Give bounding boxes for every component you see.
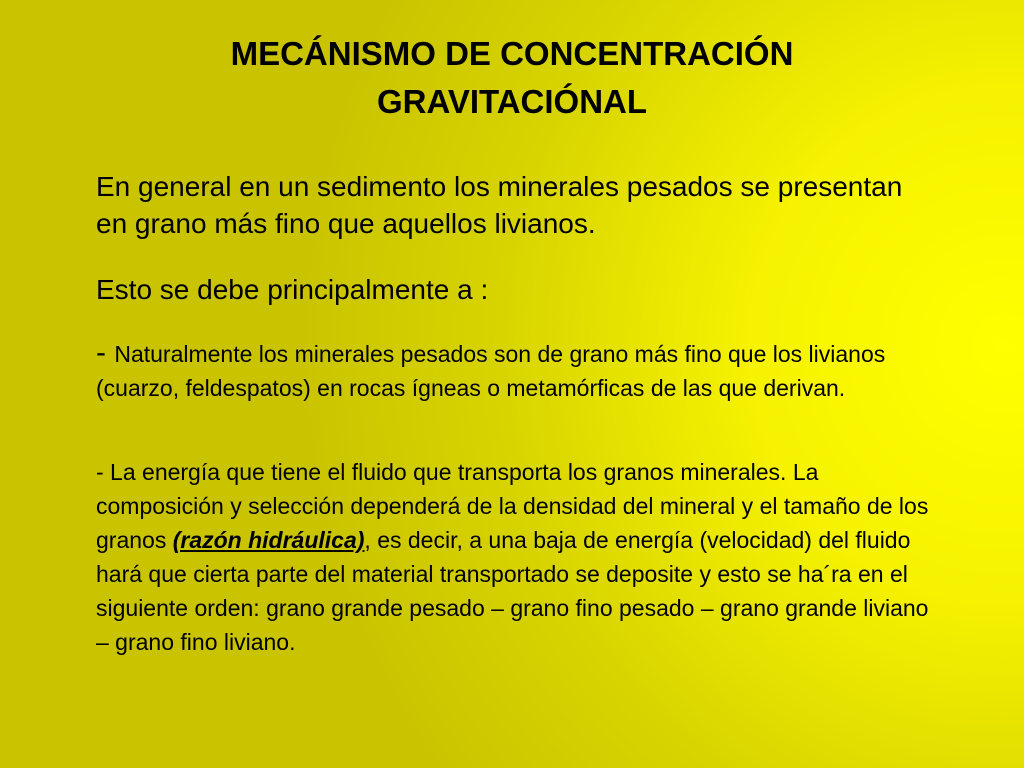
- title-line-2: GRAVITACIÓNAL: [376, 83, 648, 120]
- bullet-text-after: , es decir, a una baja de energía (velocidad) del fluido hará que cierta parte del material transportado se deposite y esto se ha´ra en el siguiente orden: grano grande pesado – grano fino pesado – grano grande liviano – grano fino liviano.: [96, 527, 929, 655]
- cause-heading: Esto se debe principalmente a :: [96, 274, 489, 305]
- bullet-fluid-energy: [96, 455, 936, 659]
- bullet-text-before: - La energía que tiene el fluido que transporta los granos minerales. La composición y selección dependerá de la densidad del mineral y el tamaño de los granos: [96, 459, 929, 553]
- hydraulic-ratio-emphasis: (razón hidráulica): [172, 527, 365, 553]
- slide-title: [80, 30, 944, 126]
- bullet-text: Naturalmente los minerales pesados son de grano más fino que los livianos (cuarzo, feldespatos) en rocas ígneas o metamórficas de las que derivan.: [96, 341, 886, 401]
- title-line-1: MECÁNISMO DE CONCENTRACIÓN: [230, 35, 794, 72]
- bullet-natural-grain-size: [96, 336, 936, 405]
- intro-paragraph: En general en un sedimento los minerales pesados se presentan en grano más fino que aquellos livianos.: [96, 171, 903, 239]
- bullet-dash: -: [96, 336, 115, 369]
